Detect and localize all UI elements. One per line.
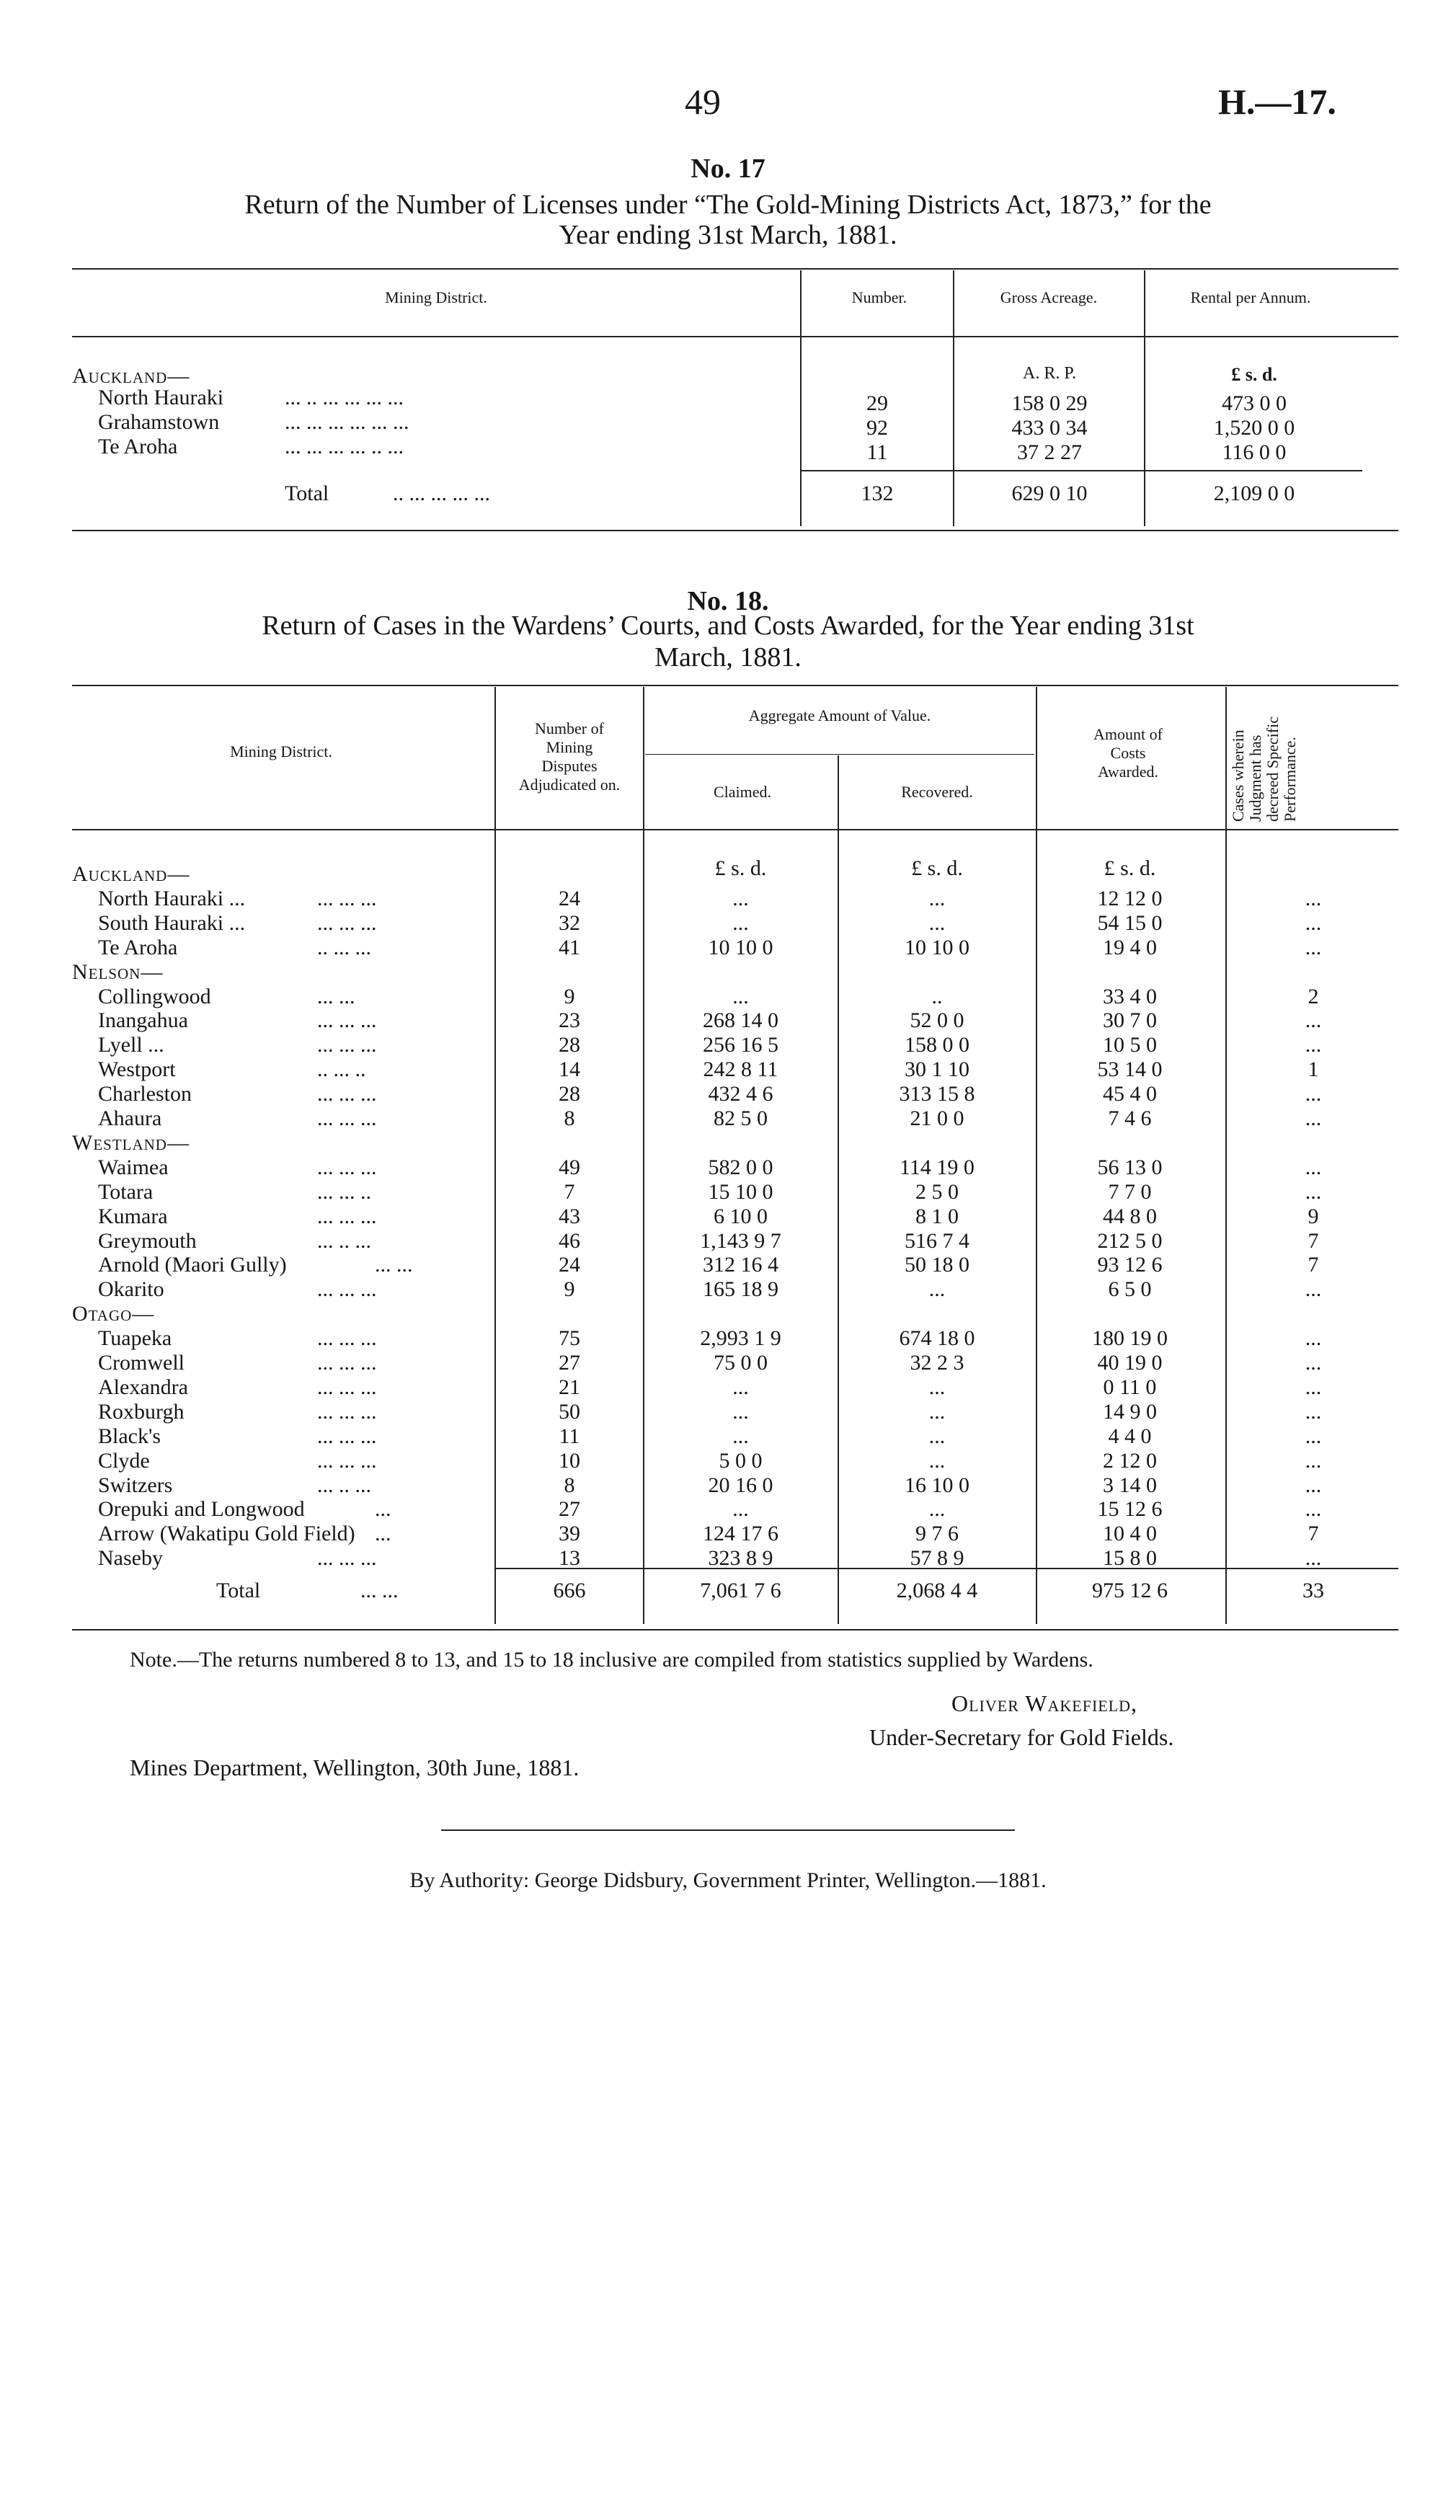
table18-row-costs: 33 4 0 [1103, 985, 1157, 1008]
table18-row-disputes: 46 [559, 1229, 580, 1253]
table18-row-claimed: 82 5 0 [714, 1106, 768, 1130]
table18-row-dots: ... ... .. [317, 1180, 371, 1204]
table18-row-name: Orepuki and Longwood [98, 1497, 305, 1521]
page-number: 49 [685, 81, 721, 122]
table18-row-costs: 30 7 0 [1103, 1008, 1157, 1032]
table18-row-recovered: 313 15 8 [899, 1082, 975, 1106]
table18-top-rule [72, 685, 1398, 686]
table18-bottom-rule [72, 1629, 1398, 1631]
table18-row-disputes: 50 [559, 1400, 580, 1424]
table18-row-costs: 10 4 0 [1103, 1522, 1157, 1545]
table18-row-disputes: 10 [559, 1449, 580, 1473]
table18-row-name: Alexandra [98, 1375, 188, 1399]
table18-row-name: Westport [98, 1057, 176, 1081]
table18-row-recovered: 16 10 0 [905, 1473, 969, 1497]
table17-total-rule [800, 470, 1362, 471]
table18-row-recovered: 158 0 0 [905, 1033, 969, 1057]
table18-row-name: Totara [98, 1180, 154, 1204]
table18-row-dots: ... ... ... [317, 1033, 377, 1057]
table18-row-dots: ... .. ... [317, 1229, 371, 1253]
table18-col-rule [1036, 687, 1037, 1624]
table18-row-disputes: 27 [559, 1351, 580, 1375]
table18-header-claimed: Claimed. [713, 783, 772, 801]
table18-row-name: South Hauraki ... [98, 911, 246, 935]
table18-row-disputes: 32 [559, 911, 580, 935]
table18-row-name: Lyell ... [98, 1033, 164, 1057]
table18-row-claimed: ... [732, 1400, 749, 1424]
table18-row-costs: 0 11 0 [1103, 1375, 1157, 1399]
table18-header-recovered: Recovered. [901, 783, 973, 801]
table18-row-recovered: 21 0 0 [910, 1106, 964, 1130]
table17-row-rental: 473 0 0 [1222, 391, 1287, 415]
table18-row-specific: ... [1305, 887, 1322, 910]
table18-row-specific: ... [1305, 1155, 1322, 1179]
table18-row-costs: 54 15 0 [1097, 911, 1163, 935]
table18-row-dots: ... ... ... [317, 1375, 377, 1399]
table17-row-name: Grahamstown [98, 410, 220, 434]
table18-row-specific: 7 [1308, 1522, 1319, 1545]
table18-row-dots: ... ... ... [317, 1449, 377, 1473]
table17-row-dots: ... ... ... ... .. ... [285, 435, 404, 458]
table18-row-claimed: 256 16 5 [703, 1033, 778, 1057]
table18-row-name: Black's [98, 1424, 161, 1448]
table18-region: Westland— [72, 1131, 190, 1155]
table18-row-specific: 7 [1308, 1229, 1319, 1253]
imprint: By Authority: George Didsbury, Government Printer, Wellington.—1881. [409, 1868, 1047, 1892]
table18-total-disputes: 666 [553, 1579, 586, 1602]
table18-row-claimed: ... [732, 887, 749, 910]
table18-row-specific: ... [1305, 1400, 1322, 1424]
table18-row-costs: 12 12 0 [1097, 887, 1163, 910]
table17-top-rule [72, 268, 1398, 270]
table17-row-acreage: 158 0 29 [1011, 391, 1088, 415]
table18-total-costs: 975 12 6 [1092, 1579, 1168, 1602]
table18-title-line1: Return of Cases in the Wardens’ Courts, and Costs Awarded, for the Year ending 31st [262, 611, 1194, 641]
table18-row-specific: ... [1305, 1546, 1322, 1570]
table18-row-name: Roxburgh [98, 1400, 185, 1424]
table18-row-name: Switzers [98, 1473, 173, 1497]
table18-row-dots: ... ... ... [317, 1326, 377, 1350]
table18-row-specific: ... [1305, 1180, 1322, 1204]
table18-row-dots: ... ... ... [317, 1351, 377, 1375]
table18-row-disputes: 39 [559, 1522, 580, 1545]
table18-row-dots: ... [375, 1497, 391, 1521]
table18-row-name: Clyde [98, 1449, 150, 1473]
table18-row-recovered: 10 10 0 [905, 936, 969, 959]
table17-total-acreage: 629 0 10 [1011, 482, 1088, 505]
table17-bottom-rule [72, 530, 1398, 531]
table18-total-claimed: 7,061 7 6 [700, 1579, 781, 1602]
table18-row-costs: 4 4 0 [1108, 1424, 1152, 1448]
table17-region: Auckland— [72, 364, 190, 388]
signature-title: Under-Secretary for Gold Fields. [869, 1724, 1174, 1750]
table18-row-costs: 7 4 6 [1108, 1106, 1152, 1130]
table17-col-rule [1144, 270, 1145, 526]
table18-row-dots: ... ... ... [317, 1082, 377, 1106]
table18-row-claimed: 75 0 0 [714, 1351, 768, 1375]
table18-row-recovered: ... [928, 1424, 946, 1448]
table17-header-rule [72, 336, 1398, 337]
table18-row-name: Arnold (Maori Gully) [98, 1253, 287, 1277]
table18-row-claimed: ... [732, 1497, 749, 1521]
table18-row-claimed: 20 16 0 [708, 1473, 773, 1497]
table18-row-costs: 3 14 0 [1103, 1473, 1157, 1497]
table18-row-disputes: 24 [559, 1253, 580, 1277]
table18-header-costs: Amount of Costs Awarded. [1093, 725, 1163, 781]
table18-row-specific: ... [1305, 1033, 1322, 1057]
table17-title-line1: Return of the Number of Licenses under “The Gold-Mining Districts Act, 1873,” for the [244, 190, 1212, 220]
table18-number: No. 18. [687, 586, 769, 616]
table17-header-acreage: Gross Acreage. [1000, 288, 1098, 306]
table18-row-disputes: 41 [559, 936, 580, 959]
table18-row-specific: ... [1305, 1424, 1322, 1448]
table18-row-disputes: 24 [559, 887, 580, 910]
table18-row-costs: 14 9 0 [1103, 1400, 1157, 1424]
table18-row-recovered: ... [928, 1277, 946, 1301]
table18-region: Otago— [72, 1302, 155, 1326]
table18-row-specific: ... [1305, 1497, 1322, 1521]
signature-name: Oliver Wakefield, [951, 1690, 1138, 1716]
table18-row-recovered: ... [928, 1375, 946, 1399]
table18-row-claimed: 432 4 6 [708, 1082, 773, 1106]
table17-row-number: 29 [866, 391, 888, 415]
table18-row-name: Naseby [98, 1546, 163, 1570]
table18-row-claimed: 1,143 9 7 [700, 1229, 781, 1253]
table18-row-recovered: ... [928, 1497, 946, 1521]
table18-header-aggregate: Aggregate Amount of Value. [748, 706, 931, 724]
table17-row-name: North Hauraki [98, 386, 224, 409]
table18-row-costs: 7 7 0 [1108, 1180, 1152, 1204]
table18-row-specific: ... [1305, 1277, 1322, 1301]
table18-row-disputes: 43 [559, 1204, 580, 1228]
table18-row-claimed: 242 8 11 [703, 1057, 778, 1081]
table18-row-name: Okarito [98, 1277, 164, 1301]
table18-row-disputes: 8 [564, 1106, 575, 1130]
table17-row-dots: ... .. ... ... ... ... [285, 386, 404, 409]
table18-row-specific: ... [1305, 911, 1322, 935]
table18-row-costs: 44 8 0 [1103, 1204, 1157, 1228]
table18-row-specific: ... [1305, 1351, 1322, 1375]
table18-total-recovered: 2,068 4 4 [896, 1579, 978, 1602]
table18-row-recovered: 32 2 3 [910, 1351, 964, 1375]
table18-row-costs: 19 4 0 [1103, 936, 1157, 959]
table17-number: No. 17 [691, 154, 765, 184]
imprint-rule [441, 1829, 1015, 1831]
table17-title-line2: Year ending 31st March, 1881. [559, 220, 897, 250]
table18-row-dots: ... [375, 1522, 391, 1545]
table18-row-specific: 9 [1308, 1204, 1319, 1228]
table18-total-rule [494, 1568, 1398, 1569]
table18-row-claimed: 582 0 0 [708, 1155, 773, 1179]
table18-row-costs: 53 14 0 [1097, 1057, 1163, 1081]
table18-row-name: North Hauraki ... [98, 887, 246, 910]
table18-row-name: Te Aroha [98, 936, 178, 959]
table18-row-specific: 7 [1308, 1253, 1319, 1277]
table18-row-claimed: 312 16 4 [703, 1253, 778, 1277]
table18-units-costs: £ s. d. [1104, 856, 1156, 880]
table18-row-specific: 1 [1308, 1057, 1319, 1081]
table18-header-disputes: Number of Mining Disputes Adjudicated on. [518, 719, 621, 794]
table18-row-dots: .. ... .. [317, 1057, 366, 1081]
table18-row-name: Waimea [98, 1155, 169, 1179]
table18-row-disputes: 11 [559, 1424, 580, 1448]
table17-total-number: 132 [861, 482, 894, 505]
table18-header-district: Mining District. [230, 742, 332, 760]
table18-total-specific: 33 [1302, 1579, 1324, 1602]
table18-row-name: Charleston [98, 1082, 192, 1106]
table18-row-name: Cromwell [98, 1351, 185, 1375]
table18-row-costs: 45 4 0 [1103, 1082, 1157, 1106]
table18-row-recovered: 52 0 0 [910, 1008, 964, 1032]
table18-row-costs: 40 19 0 [1097, 1351, 1163, 1375]
table18-row-recovered: 57 8 9 [910, 1546, 964, 1570]
table17-row-acreage: 37 2 27 [1017, 440, 1082, 464]
table18-total-dots: ... ... [360, 1579, 399, 1602]
table18-row-dots: ... .. ... [317, 1473, 371, 1497]
table18-row-costs: 15 12 6 [1097, 1497, 1163, 1521]
table18-row-claimed: 268 14 0 [703, 1008, 778, 1032]
table18-row-claimed: 124 17 6 [703, 1522, 778, 1545]
table18-row-disputes: 14 [559, 1057, 580, 1081]
table17-units-rental: £ s. d. [1231, 364, 1277, 385]
table18-row-recovered: ... [928, 1400, 946, 1424]
table18-row-costs: 56 13 0 [1097, 1155, 1163, 1179]
table17-row-rental: 116 0 0 [1222, 440, 1287, 464]
table18-row-recovered: 114 19 0 [900, 1155, 975, 1179]
table18-row-specific: ... [1305, 1473, 1322, 1497]
table17-total-label: Total [285, 482, 329, 505]
table18-row-specific: ... [1305, 1375, 1322, 1399]
table18-row-specific: ... [1305, 1106, 1322, 1130]
table18-row-dots: .. ... ... [317, 936, 371, 959]
table18-row-recovered: 674 18 0 [899, 1326, 975, 1350]
table18-row-specific: ... [1305, 1082, 1322, 1106]
table18-row-recovered: ... [928, 887, 946, 910]
table17-row-name: Te Aroha [98, 435, 178, 458]
table18-row-dots: ... ... ... [317, 911, 377, 935]
table18-row-costs: 15 8 0 [1103, 1546, 1157, 1570]
table18-row-dots: ... ... ... [317, 1106, 377, 1130]
table18-row-disputes: 28 [559, 1082, 580, 1106]
table18-row-claimed: ... [732, 1375, 749, 1399]
table18-row-dots: ... ... ... [317, 1277, 377, 1301]
table18-row-disputes: 49 [559, 1155, 580, 1179]
table18-row-disputes: 13 [559, 1546, 580, 1570]
table17-units-acreage: A. R. P. [1022, 364, 1077, 383]
table18-row-costs: 10 5 0 [1103, 1033, 1157, 1057]
table18-row-dots: ... ... ... [317, 1400, 377, 1424]
table18-col-rule [838, 755, 839, 1624]
table17-col-rule [953, 270, 954, 526]
table18-row-claimed: 2,993 1 9 [700, 1326, 781, 1350]
table18-row-recovered: 516 7 4 [905, 1229, 969, 1253]
table18-row-name: Kumara [98, 1204, 168, 1228]
table18-row-recovered: .. [931, 985, 943, 1008]
table18-row-name: Tuapeka [98, 1326, 172, 1350]
table17-row-number: 11 [866, 440, 888, 464]
table18-row-costs: 93 12 6 [1097, 1253, 1163, 1277]
table18-row-specific: ... [1305, 936, 1322, 959]
table18-row-disputes: 27 [559, 1497, 580, 1521]
table18-row-disputes: 9 [564, 985, 575, 1008]
table17-total-dots: .. ... ... ... ... [393, 482, 490, 505]
table18-row-claimed: 15 10 0 [708, 1180, 773, 1204]
table18-row-recovered: ... [928, 1449, 946, 1473]
table18-row-specific: ... [1305, 1008, 1322, 1032]
table18-row-claimed: 6 10 0 [714, 1204, 768, 1228]
table18-row-name: Ahaura [98, 1106, 162, 1130]
table18-row-dots: ... ... ... [317, 1008, 377, 1032]
table18-row-disputes: 75 [559, 1326, 580, 1350]
table17-header-rental: Rental per Annum. [1190, 288, 1311, 306]
table18-row-dots: ... ... ... [317, 887, 377, 910]
table18-row-claimed: 5 0 0 [719, 1449, 763, 1473]
table18-row-disputes: 9 [564, 1277, 575, 1301]
table18-title-line2: March, 1881. [654, 642, 802, 673]
table18-col-rule [643, 687, 644, 1624]
table18-row-disputes: 28 [559, 1033, 580, 1057]
table18-row-name: Inangahua [98, 1008, 188, 1032]
table18-row-dots: ... ... ... [317, 1424, 377, 1448]
table18-units-recovered: £ s. d. [911, 856, 963, 880]
table18-aggregate-rule [645, 754, 1034, 755]
table18-row-name: Collingwood [98, 985, 211, 1008]
table18-row-claimed: 323 8 9 [708, 1546, 773, 1570]
table18-row-costs: 180 19 0 [1092, 1326, 1168, 1350]
table18-total-label: Total [216, 1579, 261, 1602]
table17-row-rental: 1,520 0 0 [1213, 416, 1295, 440]
table18-row-specific: 2 [1308, 985, 1319, 1008]
table18-row-costs: 212 5 0 [1097, 1229, 1163, 1253]
table18-row-name: Greymouth [98, 1229, 197, 1253]
table18-row-costs: 2 12 0 [1103, 1449, 1157, 1473]
table18-row-claimed: 10 10 0 [708, 936, 773, 959]
table18-row-claimed: ... [732, 985, 749, 1008]
table17-row-number: 92 [866, 416, 888, 440]
table18-row-recovered: 30 1 10 [905, 1057, 969, 1081]
table18-row-dots: ... ... [375, 1253, 413, 1277]
table18-row-dots: ... ... ... [317, 1546, 377, 1570]
table18-row-disputes: 23 [559, 1008, 580, 1032]
table18-row-claimed: 165 18 9 [703, 1277, 778, 1301]
table18-row-name: Arrow (Wakatipu Gold Field) [98, 1522, 355, 1545]
table18-row-specific: ... [1305, 1326, 1322, 1350]
table18-row-recovered: ... [928, 911, 946, 935]
table18-header-specific: Cases wherein Judgment has decreed Specific Performance. [1229, 716, 1299, 822]
table18-row-disputes: 8 [564, 1473, 575, 1497]
table18-row-recovered: 50 18 0 [905, 1253, 969, 1277]
table18-row-dots: ... ... ... [317, 1155, 377, 1179]
table18-row-recovered: 2 5 0 [915, 1180, 959, 1204]
table18-region: Auckland— [72, 862, 190, 886]
table18-row-costs: 6 5 0 [1108, 1277, 1152, 1301]
note: Note.—The returns numbered 8 to 13, and 15 to 18 inclusive are compiled from statistics supplied by Wardens. [130, 1648, 1093, 1672]
table18-row-claimed: ... [732, 1424, 749, 1448]
table17-header-number: Number. [851, 288, 907, 306]
document-reference: H.—17. [1218, 81, 1336, 122]
table18-row-disputes: 7 [564, 1180, 575, 1204]
table18-row-recovered: 9 7 6 [915, 1522, 959, 1545]
table18-units-claimed: £ s. d. [714, 856, 767, 880]
table18-header-rule [72, 829, 1398, 830]
table18-row-disputes: 21 [559, 1375, 580, 1399]
table18-row-recovered: 8 1 0 [915, 1204, 959, 1228]
table17-row-dots: ... ... ... ... ... ... [285, 410, 409, 434]
table18-row-dots: ... ... [317, 985, 355, 1008]
table17-header-district: Mining District. [385, 288, 487, 306]
table18-row-specific: ... [1305, 1449, 1322, 1473]
table17-row-acreage: 433 0 34 [1011, 416, 1088, 440]
table18-row-claimed: ... [732, 911, 749, 935]
table18-col-rule [494, 687, 496, 1624]
place-date: Mines Department, Wellington, 30th June, 1881. [130, 1754, 580, 1780]
table18-region: Nelson— [72, 960, 164, 984]
table17-total-rental: 2,109 0 0 [1213, 482, 1295, 505]
table18-row-dots: ... ... ... [317, 1204, 377, 1228]
